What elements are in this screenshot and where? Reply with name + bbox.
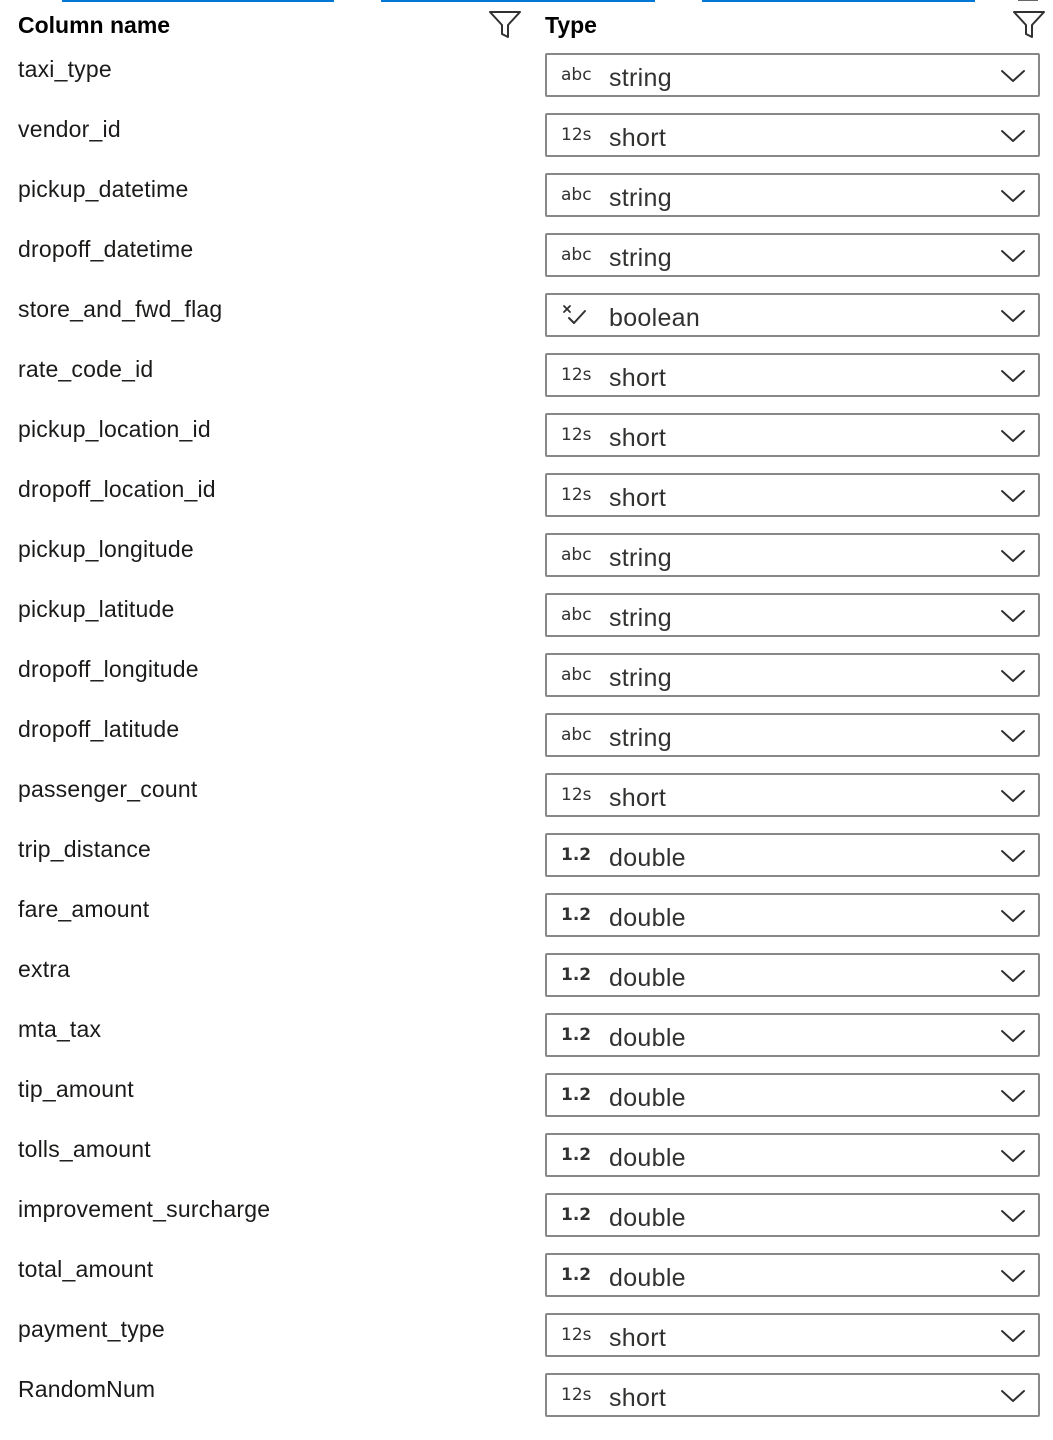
type-dropdown[interactable] xyxy=(545,833,1040,877)
column-name-cell: store_and_fwd_flag xyxy=(18,296,223,322)
table-row xyxy=(0,470,1053,530)
column-name-cell: dropoff_latitude xyxy=(18,716,180,742)
column-name-cell: pickup_latitude xyxy=(18,596,175,622)
table-row xyxy=(0,710,1053,770)
type-dropdown[interactable] xyxy=(545,593,1040,637)
chevron-down-icon xyxy=(1000,427,1026,445)
type-value: string xyxy=(609,664,672,692)
type-dropdown[interactable] xyxy=(545,1193,1040,1237)
short-icon: 12s xyxy=(561,365,592,385)
table-row xyxy=(0,1370,1053,1430)
chevron-down-icon xyxy=(1000,127,1026,145)
double-icon: 1.2 xyxy=(561,905,592,925)
type-value: string xyxy=(609,604,672,632)
type-value: short xyxy=(609,484,667,512)
short-icon: 12s xyxy=(561,1325,592,1345)
double-icon: 1.2 xyxy=(561,1145,592,1165)
type-value: boolean xyxy=(609,304,701,332)
double-icon: 1.2 xyxy=(561,1025,592,1045)
column-name-cell: passenger_count xyxy=(18,776,198,802)
table-row xyxy=(0,590,1053,650)
type-value: double xyxy=(609,964,686,992)
column-name-cell: improvement_surcharge xyxy=(18,1196,271,1222)
column-name-cell: rate_code_id xyxy=(18,356,154,382)
type-dropdown[interactable] xyxy=(545,1373,1040,1417)
type-value: double xyxy=(609,1084,686,1112)
string-icon: abc xyxy=(561,245,592,265)
type-dropdown[interactable] xyxy=(545,173,1040,217)
string-icon: abc xyxy=(561,725,592,745)
type-dropdown[interactable] xyxy=(545,293,1040,337)
column-name-cell: dropoff_datetime xyxy=(18,236,194,262)
type-header: Type xyxy=(545,12,597,38)
chevron-down-icon xyxy=(1000,187,1026,205)
table-row xyxy=(0,110,1053,170)
type-dropdown[interactable] xyxy=(545,713,1040,757)
type-value: short xyxy=(609,364,667,392)
chevron-down-icon xyxy=(1000,547,1026,565)
type-dropdown[interactable] xyxy=(545,773,1040,817)
double-icon: 1.2 xyxy=(561,965,592,985)
string-icon: abc xyxy=(561,65,592,85)
type-dropdown[interactable] xyxy=(545,233,1040,277)
type-dropdown[interactable] xyxy=(545,353,1040,397)
chevron-down-icon xyxy=(1000,487,1026,505)
column-name-cell: mta_tax xyxy=(18,1016,102,1042)
column-name-cell: pickup_longitude xyxy=(18,536,194,562)
type-dropdown[interactable] xyxy=(545,653,1040,697)
type-dropdown[interactable] xyxy=(545,1313,1040,1357)
type-dropdown[interactable] xyxy=(545,1073,1040,1117)
type-value: short xyxy=(609,124,667,152)
chevron-down-icon xyxy=(1000,967,1026,985)
chevron-down-icon xyxy=(1000,367,1026,385)
chevron-down-icon xyxy=(1000,1027,1026,1045)
column-name-cell: tolls_amount xyxy=(18,1136,151,1162)
chevron-down-icon xyxy=(1000,1327,1026,1345)
type-value: double xyxy=(609,1024,686,1052)
string-icon: abc xyxy=(561,665,592,685)
double-icon: 1.2 xyxy=(561,1205,592,1225)
column-name-cell: trip_distance xyxy=(18,836,152,862)
short-icon: 12s xyxy=(561,125,592,145)
short-icon: 12s xyxy=(561,425,592,445)
table-row xyxy=(0,1010,1053,1070)
string-icon: abc xyxy=(561,545,592,565)
type-value: string xyxy=(609,244,672,272)
type-dropdown[interactable] xyxy=(545,1013,1040,1057)
chevron-down-icon xyxy=(1000,1207,1026,1225)
type-value: double xyxy=(609,1264,686,1292)
chevron-down-icon xyxy=(1000,247,1026,265)
table-row xyxy=(0,1190,1053,1250)
chevron-down-icon xyxy=(1000,307,1026,325)
chevron-down-icon xyxy=(1000,1147,1026,1165)
column-list xyxy=(0,50,1053,1430)
boolean-icon xyxy=(561,295,589,335)
type-value: short xyxy=(609,784,667,812)
chevron-down-icon xyxy=(1000,1267,1026,1285)
type-value: short xyxy=(609,424,667,452)
column-name-cell: pickup_datetime xyxy=(18,176,189,202)
double-icon: 1.2 xyxy=(561,1265,592,1285)
column-name-cell: dropoff_longitude xyxy=(18,656,199,682)
type-value: short xyxy=(609,1384,667,1412)
table-row xyxy=(0,410,1053,470)
table-row xyxy=(0,170,1053,230)
double-icon: 1.2 xyxy=(561,1085,592,1105)
short-icon: 12s xyxy=(561,485,592,505)
chevron-down-icon xyxy=(1000,667,1026,685)
table-row xyxy=(0,830,1053,890)
filter-icon[interactable] xyxy=(1012,10,1046,40)
type-dropdown[interactable] xyxy=(545,533,1040,577)
type-dropdown[interactable] xyxy=(545,473,1040,517)
type-value: string xyxy=(609,544,672,572)
chevron-down-icon xyxy=(1000,787,1026,805)
filter-icon[interactable] xyxy=(488,10,522,40)
chevron-down-icon xyxy=(1000,1087,1026,1105)
type-value: string xyxy=(609,724,672,752)
column-name-header: Column name xyxy=(18,12,171,38)
type-value: double xyxy=(609,904,686,932)
type-value: double xyxy=(609,1204,686,1232)
type-dropdown[interactable] xyxy=(545,1253,1040,1297)
column-name-cell: pickup_location_id xyxy=(18,416,211,442)
chevron-down-icon xyxy=(1000,727,1026,745)
type-value: short xyxy=(609,1324,667,1352)
table-row xyxy=(0,350,1053,410)
table-row xyxy=(0,650,1053,710)
column-name-cell: taxi_type xyxy=(18,56,112,82)
column-name-cell: payment_type xyxy=(18,1316,165,1342)
type-dropdown[interactable] xyxy=(545,413,1040,457)
chevron-down-icon xyxy=(1000,907,1026,925)
column-name-cell: dropoff_location_id xyxy=(18,476,216,502)
column-name-cell: total_amount xyxy=(18,1256,154,1282)
table-row xyxy=(0,1310,1053,1370)
table-row xyxy=(0,950,1053,1010)
string-icon: abc xyxy=(561,605,592,625)
chevron-down-icon xyxy=(1000,1387,1026,1405)
table-row xyxy=(0,1070,1053,1130)
table-row xyxy=(0,290,1053,350)
type-value: double xyxy=(609,1144,686,1172)
type-dropdown[interactable] xyxy=(545,113,1040,157)
chevron-down-icon xyxy=(1000,67,1026,85)
short-icon: 12s xyxy=(561,785,592,805)
type-dropdown[interactable] xyxy=(545,953,1040,997)
column-name-cell: vendor_id xyxy=(18,116,121,142)
column-name-cell: RandomNum xyxy=(18,1376,156,1402)
table-row xyxy=(0,1130,1053,1190)
column-name-cell: extra xyxy=(18,956,71,982)
table-row xyxy=(0,770,1053,830)
table-row xyxy=(0,230,1053,290)
table-row xyxy=(0,50,1053,110)
type-dropdown[interactable] xyxy=(545,53,1040,97)
column-name-cell: tip_amount xyxy=(18,1076,134,1102)
type-dropdown[interactable] xyxy=(545,893,1040,937)
type-value: string xyxy=(609,184,672,212)
table-row xyxy=(0,1250,1053,1310)
type-value: double xyxy=(609,844,686,872)
table-row xyxy=(0,890,1053,950)
type-value: string xyxy=(609,64,672,92)
table-row xyxy=(0,530,1053,590)
string-icon: abc xyxy=(561,185,592,205)
column-name-cell: fare_amount xyxy=(18,896,150,922)
short-icon: 12s xyxy=(561,1385,592,1405)
double-icon: 1.2 xyxy=(561,845,592,865)
table-header xyxy=(0,0,1053,50)
type-dropdown[interactable] xyxy=(545,1133,1040,1177)
chevron-down-icon xyxy=(1000,847,1026,865)
chevron-down-icon xyxy=(1000,607,1026,625)
